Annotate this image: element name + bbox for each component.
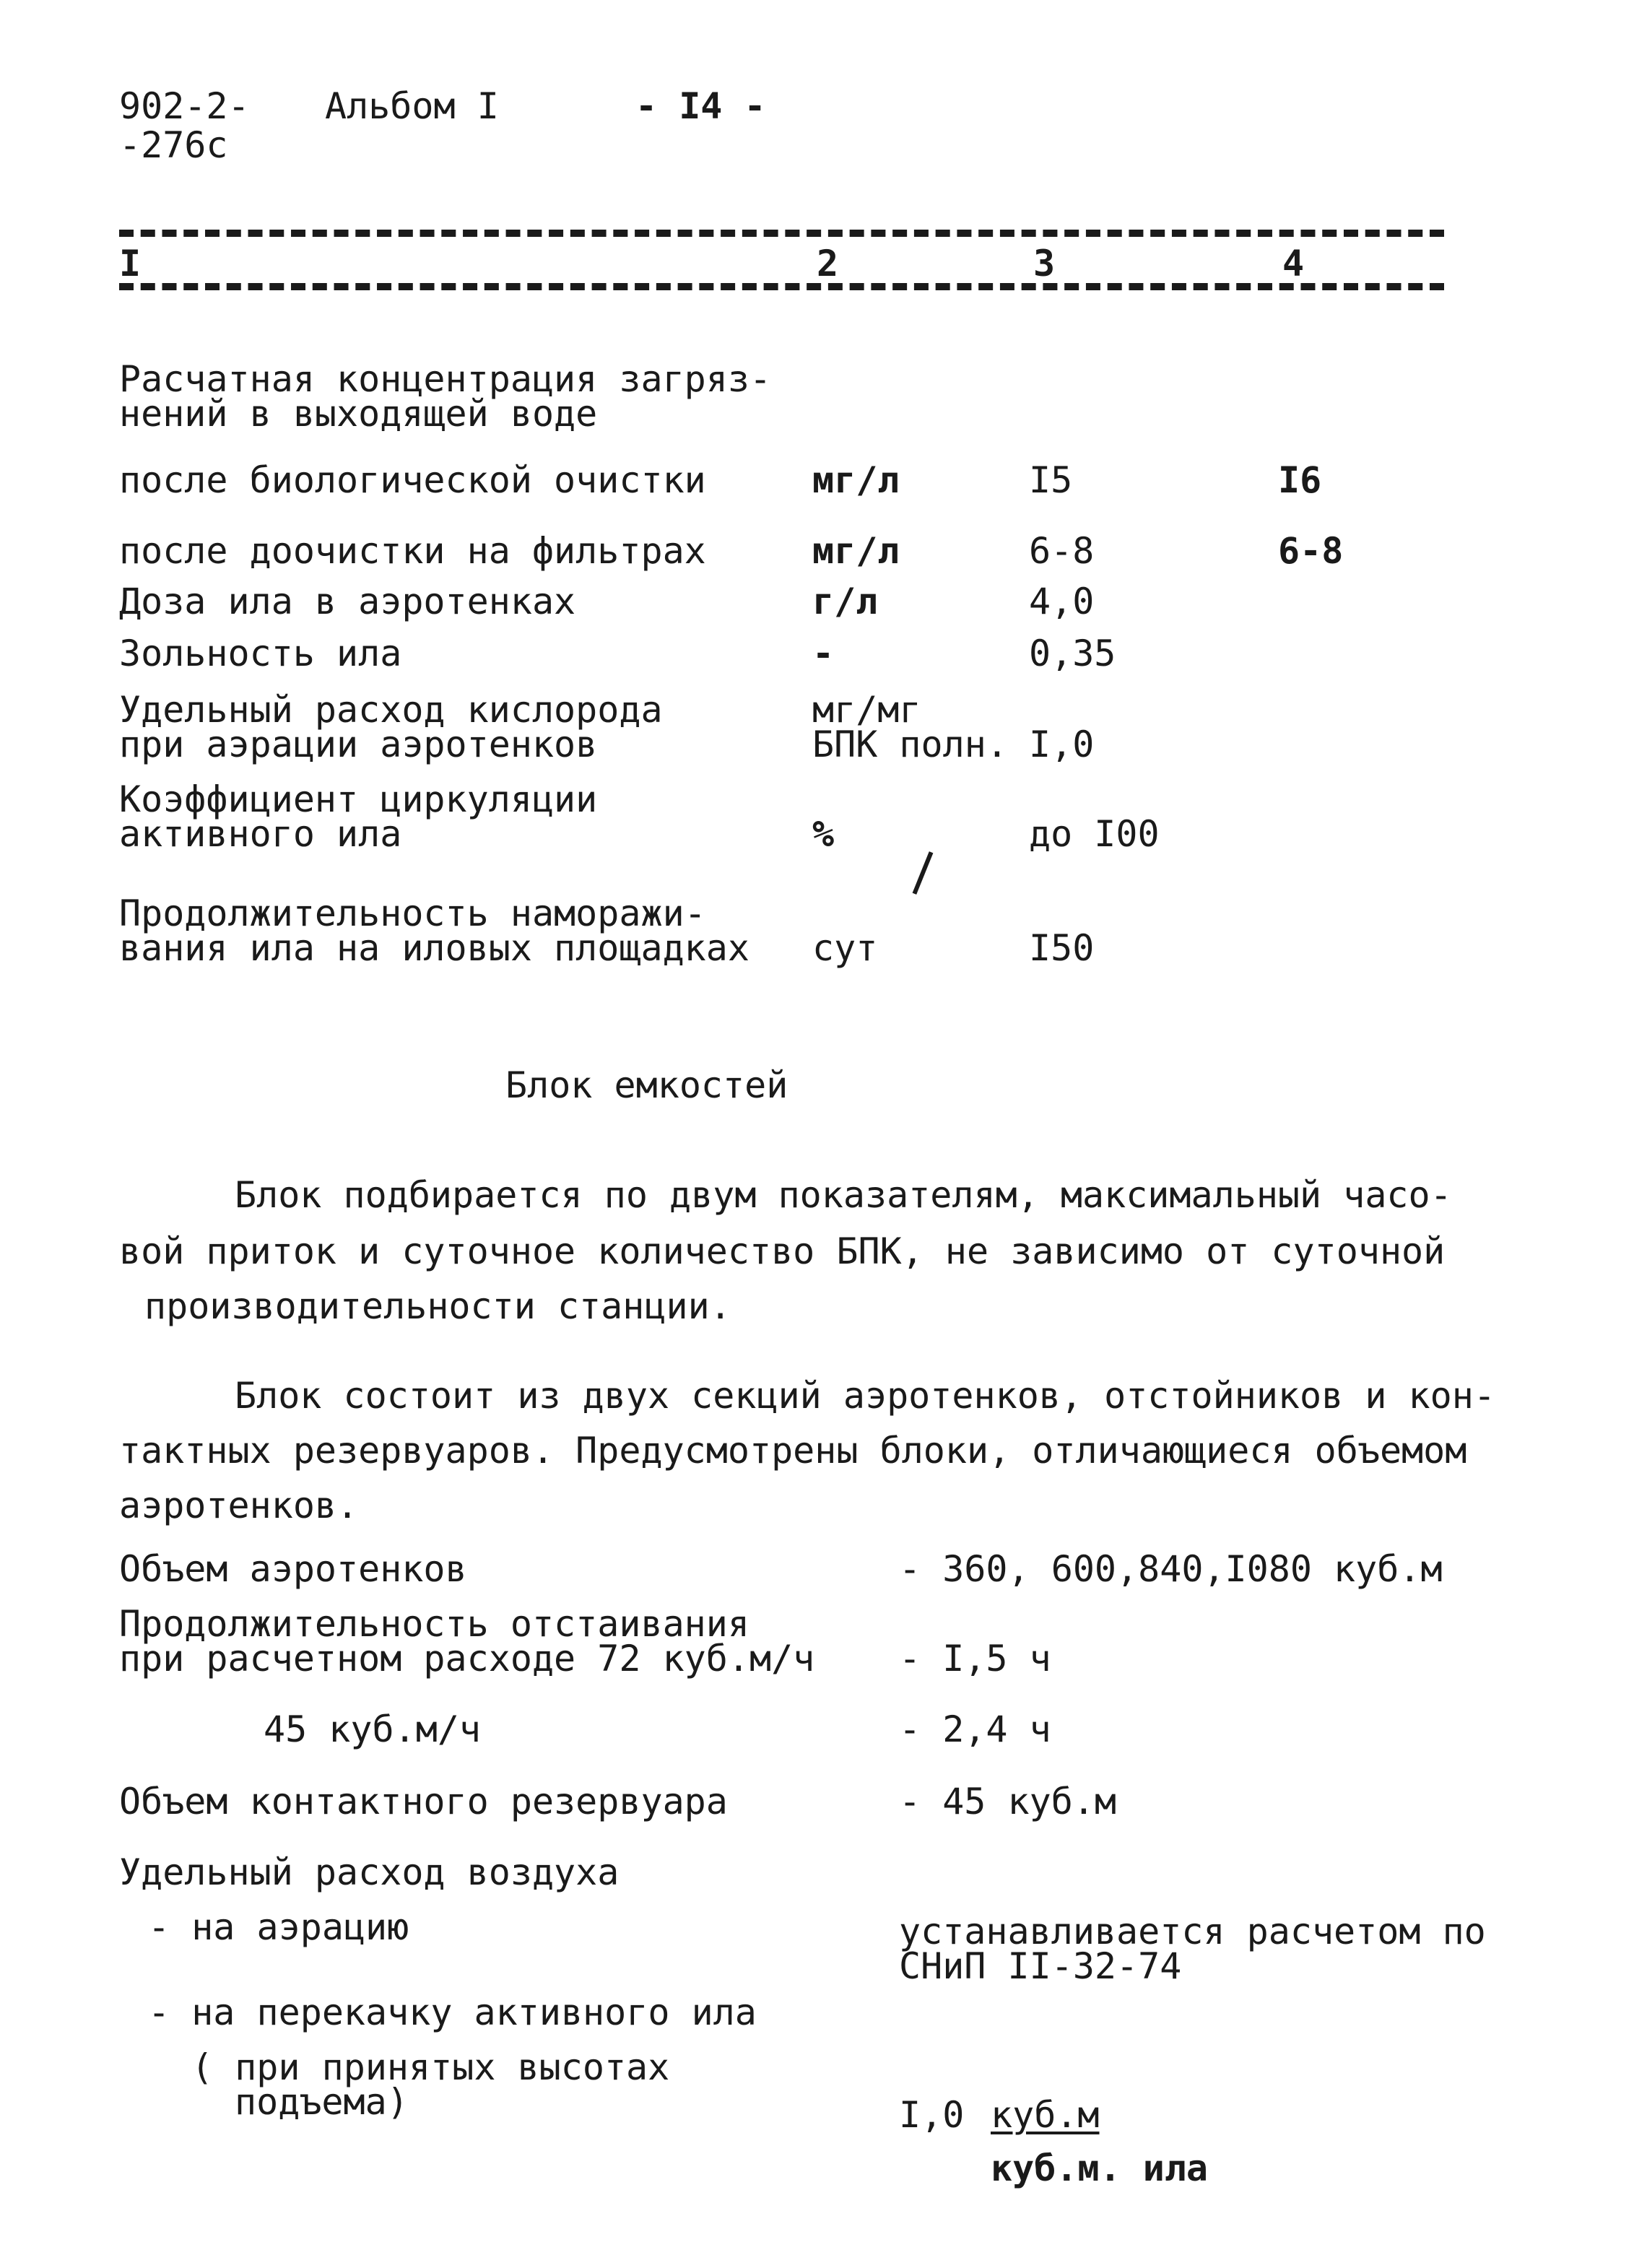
row-ash-val3: 0,35 — [1029, 633, 1116, 674]
section-title: Блок емкостей — [505, 1064, 788, 1106]
row-dose-unit: г/л — [812, 581, 878, 622]
spec-pumping-value-denominator: куб.м. ила — [991, 2147, 1209, 2189]
row-freezing-label-2: вания ила на иловых площадках — [119, 927, 749, 969]
spec-volume-label: Объем аэротенков — [119, 1548, 467, 1590]
row-oxygen-unit-1: мг/мг — [812, 689, 921, 731]
row-bio-unit: мг/л — [812, 459, 900, 501]
row-oxygen-label-2: при аэрации аэротенков — [119, 724, 598, 765]
row-freezing-val3: I50 — [1029, 927, 1095, 969]
column-number-3: 3 — [1029, 246, 1059, 282]
spec-aeration-value-2: СНиП II-32-74 — [899, 1945, 1182, 1987]
paragraph1-line3: производительности станции. — [144, 1285, 731, 1327]
paragraph2-line1: Блок состоит из двух секций аэротенков, отстойников и кон- — [235, 1375, 1495, 1417]
row-freezing-unit: сут — [812, 927, 878, 969]
paragraph2-line2: тактных резервуаров. Предусмотрены блоки, отличающиеся объемом — [119, 1430, 1467, 1472]
spec-pumping-value-unit: куб.м — [991, 2094, 1100, 2136]
pen-mark — [913, 851, 934, 895]
row-circulation-label-1: Коэффициент циркуляции — [119, 778, 598, 820]
spec-contact-value: - 45 куб.м — [899, 1781, 1117, 1822]
spec-settling-value-2: - 2,4 ч — [899, 1708, 1051, 1750]
spec-settling-label-3: 45 куб.м/ч — [264, 1708, 482, 1750]
spec-aeration-value-1: устанавливается расчетом по — [899, 1911, 1486, 1952]
row-oxygen-label-1: Удельный расход кислорода — [119, 689, 663, 731]
row-filter-val4: 6-8 — [1278, 530, 1344, 572]
row-ash-label: Зольность ила — [119, 633, 402, 674]
spec-air-label: Удельный расход воздуха — [119, 1851, 620, 1893]
spec-pumping-label: - на перекачку активного ила — [148, 1991, 757, 2033]
row-bio-label: после биологической очистки — [119, 459, 706, 501]
paragraph1-line1: Блок подбирается по двум показателям, максимальный часо- — [235, 1174, 1452, 1216]
spec-settling-label-2: при расчетном расходе 72 куб.м/ч — [119, 1638, 815, 1680]
row-concentration-label-2: нений в выходящей воде — [119, 393, 598, 435]
column-number-4: 4 — [1278, 246, 1308, 282]
row-concentration-label-1: Расчатная концентрация загряз- — [119, 358, 772, 400]
row-filter-label: после доочистки на фильтрах — [119, 530, 706, 572]
row-oxygen-unit-2: БПК полн. — [812, 724, 1008, 765]
document-code-line1: 902-2- — [119, 85, 250, 127]
spec-settling-value-1: - I,5 ч — [899, 1638, 1051, 1680]
row-dose-label: Доза ила в аэротенках — [119, 581, 576, 622]
row-filter-unit: мг/л — [812, 530, 900, 572]
table-top-rule — [119, 230, 1444, 237]
paragraph1-line2: вой приток и суточное количество БПК, не зависимо от суточной — [119, 1230, 1446, 1272]
row-circulation-label-2: активного ила — [119, 813, 402, 855]
row-oxygen-val3: I,0 — [1029, 724, 1095, 765]
row-dose-val3: 4,0 — [1029, 581, 1095, 622]
row-circulation-unit: % — [812, 813, 835, 855]
column-number-2: 2 — [812, 246, 843, 282]
paragraph2-line3: аэротенков. — [119, 1485, 359, 1526]
spec-pumping-note-1: ( при принятых высотах — [191, 2046, 670, 2088]
row-ash-unit: - — [812, 633, 835, 674]
spec-settling-label-1: Продолжительность отстаивания — [119, 1603, 749, 1645]
row-circulation-val3: до I00 — [1029, 813, 1160, 855]
document-code-line2: -276с — [119, 124, 228, 166]
row-bio-val3: I5 — [1029, 459, 1073, 501]
row-freezing-label-1: Продолжительность наморажи- — [119, 892, 706, 934]
spec-pumping-note-2: подъема) — [235, 2081, 409, 2123]
table-header-rule — [119, 283, 1444, 290]
row-bio-val4: I6 — [1278, 459, 1322, 501]
row-filter-val3: 6-8 — [1029, 530, 1095, 572]
page-number: - I4 - — [635, 85, 766, 127]
album-label: Альбом I — [325, 85, 499, 127]
spec-aeration-label: - на аэрацию — [148, 1906, 409, 1948]
spec-contact-label: Объем контактного резервуара — [119, 1781, 728, 1822]
spec-volume-value: - 360, 600,840,I080 куб.м — [899, 1548, 1443, 1590]
spec-pumping-value-number: I,0 — [899, 2094, 965, 2136]
column-number-1: I — [119, 246, 147, 282]
